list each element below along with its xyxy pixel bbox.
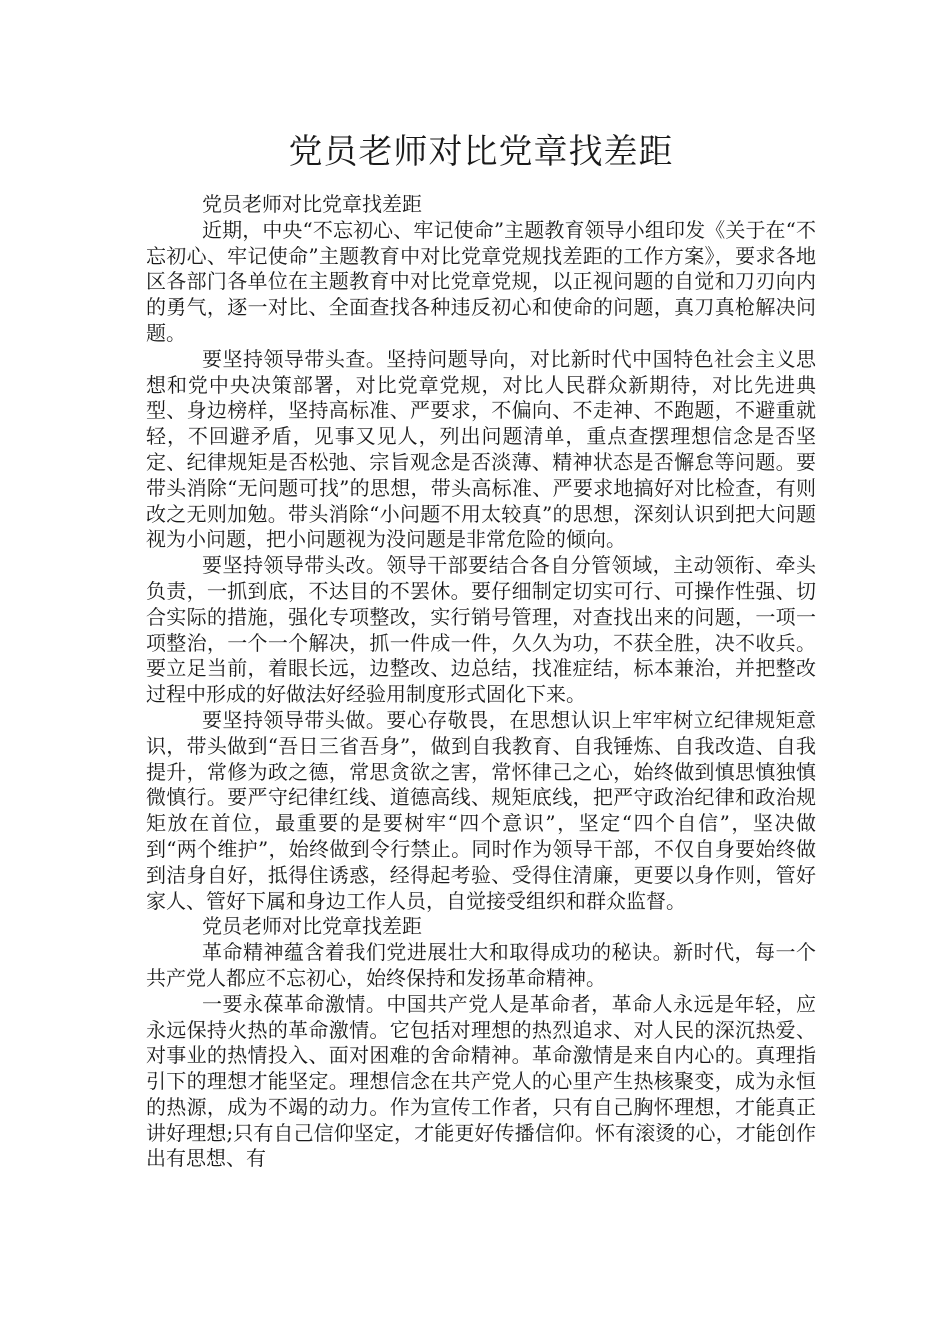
paragraph-intro: 近期，中央“不忘初心、牢记使命”主题教育领导小组印发《关于在“不忘初心、牢记使命”主题教育中对比党章党规找差距的工作方案》，要求各地区各部门各单位在主题教育中对比党章党规，以正视问题的自觉和刀刃向内的勇气，逐一对比、全面查找各种违反初心和使命的问题，真刀真枪解决问题。	[146, 217, 816, 345]
paragraph-subtitle-2: 党员老师对比党章找差距	[202, 914, 422, 939]
paragraph-passion: 一要永葆革命激情。中国共产党人是革命者，革命人永远是年轻，应永远保持火热的革命激情。它包括对理想的热烈追求、对人民的深沉热爱、对事业的热情投入、面对困难的舍命精神。革命激情是来自内心的。真理指引下的理想才能坚定。理想信念在共产党人的心里产生热核聚变，成为永恒的热源，成为不竭的动力。作为宣传工作者，只有自己胸怀理想，才能真正讲好理想;只有自己信仰坚定，才能更好传播信仰。怀有滚烫的心，才能创作出有思想、有	[146, 991, 816, 1171]
paragraph-act: 要坚持领导带头做。要心存敬畏，在思想认识上牢牢树立纪律规矩意识，带头做到“吾日三省吾身”，做到自我教育、自我锤炼、自我改造、自我提升，常修为政之德，常思贪欲之害，常怀律己之心，始终做到慎思慎独慎微慎行。要严守纪律红线、道德高线、规矩底线，把严守政治纪律和政治规矩放在首位，最重要的是要树牢“四个意识”，坚定“四个自信”，坚决做到“两个维护”，始终做到令行禁止。同时作为领导干部，不仅自身要始终做到洁身自好，抵得住诱惑，经得起考验、受得住清廉，更要以身作则，管好家人、管好下属和身边工作人员，自觉接受组织和群众监督。	[146, 707, 816, 913]
paragraph-spirit: 革命精神蕴含着我们党进展壮大和取得成功的秘诀。新时代，每一个共产党人都应不忘初心，始终保持和发扬革命精神。	[146, 940, 816, 990]
paragraph-check: 要坚持领导带头查。坚持问题导向，对比新时代中国特色社会主义思想和党中央决策部署，对比党章党规，对比人民群众新期待，对比先进典型、身边榜样，坚持高标准、严要求，不偏向、不走神、不跑题，不避重就轻，不回避矛盾，见事又见人，列出问题清单，重点查摆理想信念是否坚定、纪律规矩是否松弛、宗旨观念是否淡薄、精神状态是否懈怠等问题。要带头消除“无问题可找”的思想，带头高标准、严要求地搞好对比检查，有则改之无则加勉。带头消除“小问题不用太较真”的思想，深刻认识到把大问题视为小问题，把小问题视为没问题是非常危险的倾向。	[146, 346, 816, 552]
document-page	[146, 0, 816, 1172]
paragraph-rectify: 要坚持领导带头改。领导干部要结合各自分管领域，主动领衔、牵头负责，一抓到底，不达目的不罢休。要仔细制定切实可行、可操作性强、切合实际的措施，强化专项整改，实行销号管理，对查找出来的问题，一项一项整治，一个一个解决，抓一件成一件，久久为功，不获全胜，决不收兵。要立足当前，着眼长远，边整改、边总结，找准症结，标本兼治，并把整改过程中形成的好做法好经验用制度形式固化下来。	[146, 553, 816, 707]
document-title: 党员老师对比党章找差距	[288, 132, 674, 172]
paragraph-subtitle-1: 党员老师对比党章找差距	[202, 192, 422, 216]
document-body	[146, 192, 816, 1172]
